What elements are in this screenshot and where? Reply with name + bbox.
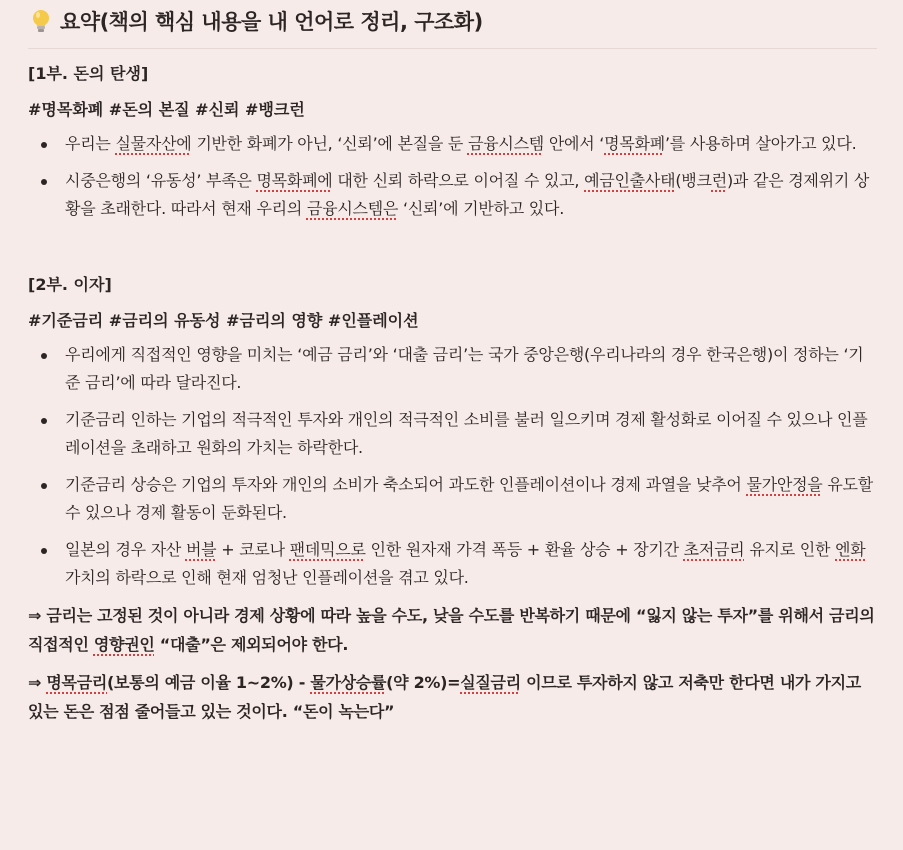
divider xyxy=(28,48,877,49)
text-run: 기반한 화폐가 아닌, ‘신뢰’에 본질을 둔 xyxy=(191,134,468,153)
spellcheck-word: 명목화폐에 xyxy=(256,171,333,190)
text-run: 기준금리 인하는 기업의 적극적인 투자와 개인의 적극적인 소비를 불러 일으키며 경제 활성화로 이어질 수 있으나 인플레이션을 초래하고 원화의 가치는 하락한다. xyxy=(65,410,868,457)
text-run: (뱅크 xyxy=(675,171,712,190)
part1-tags: #명목화폐 #돈의 본질 #신뢰 #뱅크런 xyxy=(28,100,305,119)
list-item-text xyxy=(65,171,869,218)
text-run: 안에서 ‘ xyxy=(543,134,605,153)
bullet-dot xyxy=(41,353,47,359)
text-run: (약 2%)= xyxy=(386,673,461,692)
bullet-dot xyxy=(41,548,47,554)
title-row xyxy=(28,1,877,41)
spellcheck-word: 실물자산에 xyxy=(115,134,192,153)
spellcheck-word: 런 xyxy=(711,171,727,190)
spellcheck-word: 물가안정을 xyxy=(746,475,823,494)
list-item-text xyxy=(65,540,865,587)
text-run: 우리에게 직접적인 영향을 미치는 ‘예금 금리’와 ‘대출 금리’는 국가 중앙은행(우리나라의 경우 한국은행)이 정하는 ‘기준 금리’에 따라 달라진다. xyxy=(65,345,864,392)
part1-bullet-list xyxy=(28,130,877,223)
part2-tags: #기준금리 #금리의 유동성 #금리의 영향 #인플레이션 xyxy=(28,311,419,330)
part2-bullet-list xyxy=(28,341,877,592)
spellcheck-word: 버블 xyxy=(185,540,217,559)
list-item[interactable] xyxy=(28,341,877,397)
spellcheck-word: 명목화폐 xyxy=(604,134,665,153)
spellcheck-word: 물가상승률 xyxy=(310,673,387,692)
text-run: ‘신뢰’에 기반하고 있다. xyxy=(398,199,565,218)
bullet-dot xyxy=(41,179,47,185)
text-run: 우리는 xyxy=(65,134,116,153)
text-run: 일본의 경우 자산 xyxy=(65,540,186,559)
text-run: 시중은행의 ‘유동성’ 부족은 xyxy=(65,171,257,190)
list-item-text xyxy=(65,410,867,457)
spellcheck-word: 금융시스템 xyxy=(467,134,544,153)
text-run: 유도할 수 있으나 경제 활동이 둔화된다. xyxy=(65,475,873,522)
spellcheck-word: 초저금리 xyxy=(683,540,745,559)
bullet-dot xyxy=(41,483,47,489)
part2-heading: [2부. 이자] xyxy=(28,275,112,294)
text-run: (보통의 예금 이율 1~2%) - xyxy=(107,673,311,692)
part1-heading: [1부. 돈의 탄생] xyxy=(28,64,149,83)
text-run: 기준금리 상승은 기업의 투자와 개인의 소비가 축소되어 과도한 인플레이션이나 경제 과열을 낮추어 xyxy=(65,475,747,494)
text-run: 유지로 인한 xyxy=(744,540,836,559)
text-run: 가치의 하락으로 인해 현재 엄청난 인플레이션을 겪고 있다. xyxy=(65,568,469,587)
spellcheck-word: 실질금리 xyxy=(460,673,521,692)
lightbulb-icon xyxy=(30,8,52,34)
spellcheck-word: 명목금리 xyxy=(46,673,108,692)
conclusion-interest[interactable] xyxy=(28,601,877,659)
list-item-text xyxy=(65,475,873,522)
text-run: 대한 신뢰 하락으로 이어질 수 있고, xyxy=(332,171,585,190)
spacer xyxy=(28,232,877,260)
list-item[interactable] xyxy=(28,406,877,462)
text-run: ⇒ 금리는 고정된 것이 아니라 경제 상황에 따라 높을 수도, 낮을 수도를 반복하기 때문에 “잃지 않는 투자”를 위해서 금리의 직접적인 xyxy=(28,606,875,654)
bullet-dot xyxy=(41,142,47,148)
list-item-text xyxy=(65,345,864,392)
text-run: “대출”은 제외되어야 한다. xyxy=(154,635,349,654)
text-run: 인한 원자재 가격 폭등 + 환율 상승 + 장기간 xyxy=(365,540,684,559)
text-run: ⇒ xyxy=(28,673,47,692)
text-run: )과 같은 경제위기 상황을 초래한다. 따라서 현재 우리의 xyxy=(65,171,870,218)
list-item[interactable] xyxy=(28,471,877,527)
text-run: 이므로 투자하지 않고 저축만 한다면 내가 가지고 있는 돈은 점점 줄어들고 있는 것이다. “돈이 녹는다” xyxy=(28,673,861,721)
spellcheck-word: 영향권인 xyxy=(93,635,155,654)
list-item-text xyxy=(65,134,856,153)
spellcheck-word: 팬데믹으로 xyxy=(289,540,366,559)
spellcheck-word: 금융시스템은 xyxy=(306,199,399,218)
text-run: + 코로나 xyxy=(216,540,290,559)
text-run: ’를 사용하며 살아가고 있다. xyxy=(664,134,857,153)
page-title: 요약(책의 핵심 내용을 내 언어로 정리, 구조화) xyxy=(60,10,483,34)
conclusion-real-rate[interactable] xyxy=(28,668,877,726)
list-item[interactable] xyxy=(28,536,877,592)
list-item[interactable] xyxy=(28,130,877,158)
list-item[interactable] xyxy=(28,167,877,223)
spellcheck-word: 예금인출사태 xyxy=(584,171,676,190)
spellcheck-word: 엔화 xyxy=(835,540,866,559)
bullet-dot xyxy=(41,418,47,424)
